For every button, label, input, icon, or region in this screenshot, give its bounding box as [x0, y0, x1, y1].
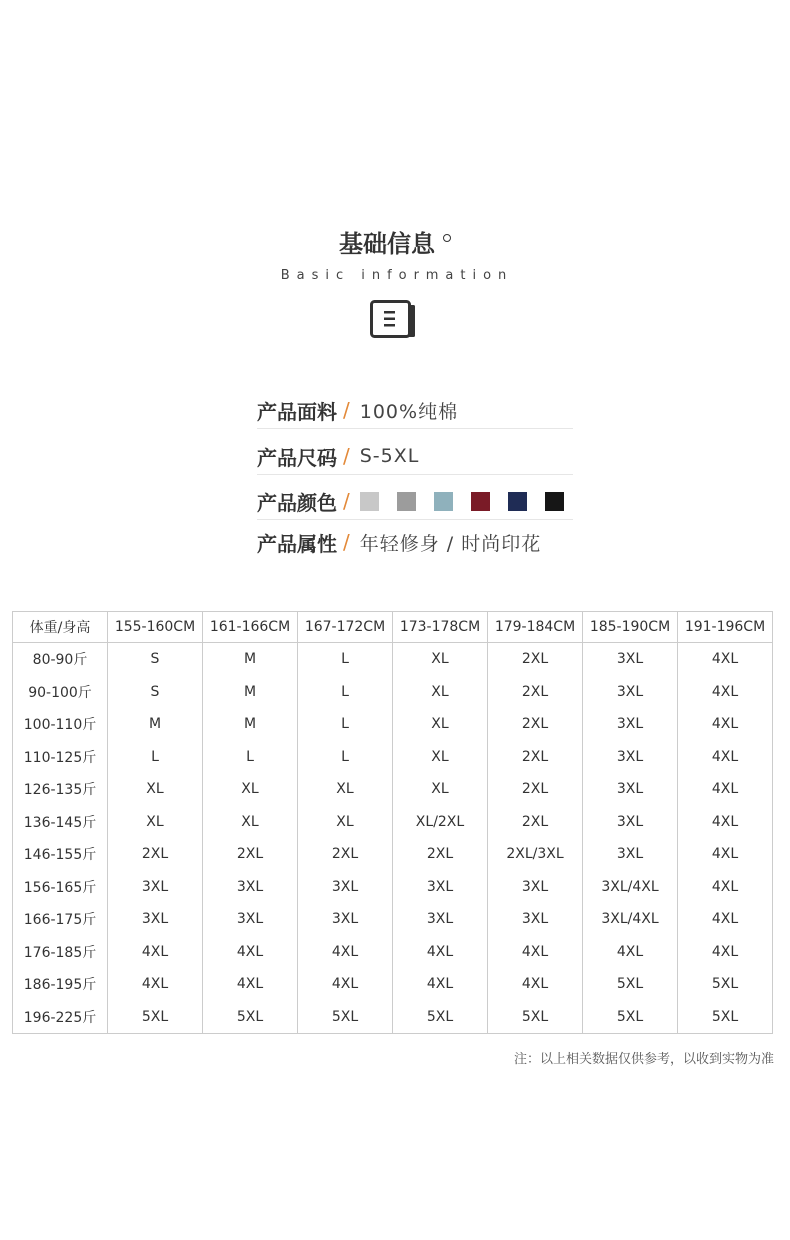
table-weight-cell: 156-165斤	[13, 871, 108, 904]
table-size-cell: 4XL	[108, 968, 203, 1001]
table-row	[13, 968, 773, 1001]
table-weight-cell: 100-110斤	[13, 708, 108, 741]
table-weight-cell: 126-135斤	[13, 773, 108, 806]
table-size-cell: 4XL	[488, 936, 583, 969]
table-size-cell: 5XL	[678, 1001, 773, 1034]
table-size-cell: 4XL	[203, 936, 298, 969]
section-title	[0, 226, 790, 262]
table-size-cell: 3XL	[583, 676, 678, 709]
disclaimer-note: 注：以上相关数据仅供参考，以收到实物为准	[513, 1052, 774, 1067]
table-row	[13, 1001, 773, 1034]
table-row	[13, 773, 773, 806]
table-height-header: 173-178CM	[393, 612, 488, 643]
table-weight-cell: 166-175斤	[13, 903, 108, 936]
table-row	[13, 838, 773, 871]
info-slash: /	[343, 398, 350, 422]
table-height-header: 179-184CM	[488, 612, 583, 643]
table-size-cell: XL	[393, 773, 488, 806]
table-height-header: 185-190CM	[583, 612, 678, 643]
table-height-header: 167-172CM	[298, 612, 393, 643]
table-body	[13, 643, 773, 1034]
table-size-cell: 5XL	[488, 1001, 583, 1034]
table-size-cell: 2XL	[298, 838, 393, 871]
section-subtitle: Basic information	[280, 268, 514, 283]
table-size-cell: 4XL	[203, 968, 298, 1001]
table-size-cell: 3XL	[583, 806, 678, 839]
table-size-cell: 3XL	[298, 903, 393, 936]
table-size-cell: XL	[393, 741, 488, 774]
table-size-cell: XL	[108, 806, 203, 839]
info-label-size: 产品尺码	[257, 445, 337, 470]
table-size-cell: 4XL	[298, 968, 393, 1001]
table-weight-cell: 110-125斤	[13, 741, 108, 774]
table-size-cell: 4XL	[678, 643, 773, 676]
table-size-cell: 2XL	[488, 741, 583, 774]
table-size-cell: 5XL	[583, 968, 678, 1001]
table-row	[13, 903, 773, 936]
info-row-attributes	[257, 524, 573, 560]
table-size-cell: 4XL	[678, 676, 773, 709]
table-size-cell: 4XL	[298, 936, 393, 969]
color-swatch	[397, 492, 416, 511]
table-size-cell: 3XL/4XL	[583, 903, 678, 936]
table-height-header: 191-196CM	[678, 612, 773, 643]
table-header-row	[13, 612, 773, 643]
table-size-cell: 4XL	[488, 968, 583, 1001]
table-size-cell: 2XL	[488, 806, 583, 839]
info-slash: /	[343, 530, 350, 554]
table-row	[13, 708, 773, 741]
table-size-cell: 5XL	[583, 1001, 678, 1034]
table-row	[13, 936, 773, 969]
table-size-cell: 2XL	[488, 708, 583, 741]
table-size-cell: XL	[298, 806, 393, 839]
table-weight-cell: 196-225斤	[13, 1001, 108, 1034]
table-size-cell: 2XL	[488, 643, 583, 676]
table-size-cell: L	[108, 741, 203, 774]
table-size-cell: 3XL	[583, 838, 678, 871]
table-size-cell: 2XL	[203, 838, 298, 871]
table-row	[13, 676, 773, 709]
table-size-cell: 4XL	[583, 936, 678, 969]
table-size-cell: 5XL	[108, 1001, 203, 1034]
color-swatches	[360, 492, 564, 511]
table-weight-cell: 90-100斤	[13, 676, 108, 709]
table-size-cell: L	[298, 676, 393, 709]
info-row-fabric	[257, 392, 573, 429]
table-size-cell: 2XL	[108, 838, 203, 871]
table-size-cell: XL	[393, 676, 488, 709]
title-dot-icon	[443, 234, 451, 242]
table-size-cell: 2XL	[393, 838, 488, 871]
info-value-fabric: 100%纯棉	[359, 400, 459, 423]
table-size-cell: 3XL	[488, 871, 583, 904]
table-size-cell: XL/2XL	[393, 806, 488, 839]
table-size-cell: XL	[298, 773, 393, 806]
info-slash: /	[343, 444, 350, 468]
table-size-cell: 5XL	[678, 968, 773, 1001]
table-size-cell: 3XL	[583, 643, 678, 676]
table-size-cell: XL	[203, 773, 298, 806]
table-size-cell: 4XL	[393, 968, 488, 1001]
table-size-cell: XL	[393, 643, 488, 676]
size-chart-table	[12, 611, 773, 1034]
info-label-fabric: 产品面料	[257, 399, 337, 424]
table-row	[13, 741, 773, 774]
table-size-cell: 4XL	[678, 838, 773, 871]
table-size-cell: 4XL	[678, 936, 773, 969]
table-size-cell: 3XL	[393, 871, 488, 904]
table-size-cell: 5XL	[393, 1001, 488, 1034]
table-size-cell: 4XL	[393, 936, 488, 969]
table-size-cell: 2XL	[488, 773, 583, 806]
table-weight-cell: 186-195斤	[13, 968, 108, 1001]
table-size-cell: 2XL	[488, 676, 583, 709]
table-row	[13, 643, 773, 676]
table-size-cell: 4XL	[108, 936, 203, 969]
table-size-cell: L	[298, 643, 393, 676]
table-height-header: 155-160CM	[108, 612, 203, 643]
info-row-size	[257, 438, 573, 475]
table-height-header: 161-166CM	[203, 612, 298, 643]
table-size-cell: 5XL	[298, 1001, 393, 1034]
table-size-cell: L	[203, 741, 298, 774]
table-weight-cell: 176-185斤	[13, 936, 108, 969]
table-weight-cell: 80-90斤	[13, 643, 108, 676]
table-size-cell: 3XL	[203, 871, 298, 904]
table-weight-cell: 136-145斤	[13, 806, 108, 839]
table-size-cell: 5XL	[203, 1001, 298, 1034]
table-corner-header: 体重/身高	[13, 612, 108, 643]
table-weight-cell: 146-155斤	[13, 838, 108, 871]
table-size-cell: 3XL	[298, 871, 393, 904]
table-size-cell: XL	[108, 773, 203, 806]
table-size-cell: 2XL/3XL	[488, 838, 583, 871]
info-value-size: S-5XL	[359, 445, 420, 467]
table-size-cell: 4XL	[678, 773, 773, 806]
document-list-icon	[370, 300, 418, 340]
table-size-cell: 3XL/4XL	[583, 871, 678, 904]
table-size-cell: 3XL	[583, 708, 678, 741]
table-size-cell: 3XL	[203, 903, 298, 936]
table-size-cell: 3XL	[108, 903, 203, 936]
section-title-text: 基础信息	[339, 230, 435, 258]
color-swatch	[545, 492, 564, 511]
table-size-cell: 3XL	[488, 903, 583, 936]
info-slash: /	[343, 489, 350, 513]
table-size-cell: L	[298, 708, 393, 741]
table-size-cell: 4XL	[678, 741, 773, 774]
table-size-cell: L	[298, 741, 393, 774]
info-label-attributes: 产品属性	[257, 531, 337, 556]
table-size-cell: 3XL	[583, 773, 678, 806]
table-size-cell: 3XL	[108, 871, 203, 904]
info-label-color: 产品颜色	[257, 490, 337, 515]
table-size-cell: 4XL	[678, 708, 773, 741]
color-swatch	[471, 492, 490, 511]
table-size-cell: M	[203, 643, 298, 676]
color-swatch	[360, 492, 379, 511]
table-size-cell: 3XL	[583, 741, 678, 774]
table-size-cell: XL	[203, 806, 298, 839]
table-row	[13, 806, 773, 839]
table-size-cell: M	[203, 676, 298, 709]
table-size-cell: S	[108, 676, 203, 709]
table-size-cell: 4XL	[678, 903, 773, 936]
table-size-cell: M	[108, 708, 203, 741]
color-swatch	[434, 492, 453, 511]
table-row	[13, 871, 773, 904]
info-row-color	[257, 483, 573, 520]
color-swatch	[508, 492, 527, 511]
table-size-cell: 3XL	[393, 903, 488, 936]
table-size-cell: M	[203, 708, 298, 741]
table-size-cell: XL	[393, 708, 488, 741]
table-size-cell: 4XL	[678, 871, 773, 904]
table-size-cell: S	[108, 643, 203, 676]
table-size-cell: 4XL	[678, 806, 773, 839]
info-value-attributes: 年轻修身 / 时尚印花	[359, 532, 542, 555]
